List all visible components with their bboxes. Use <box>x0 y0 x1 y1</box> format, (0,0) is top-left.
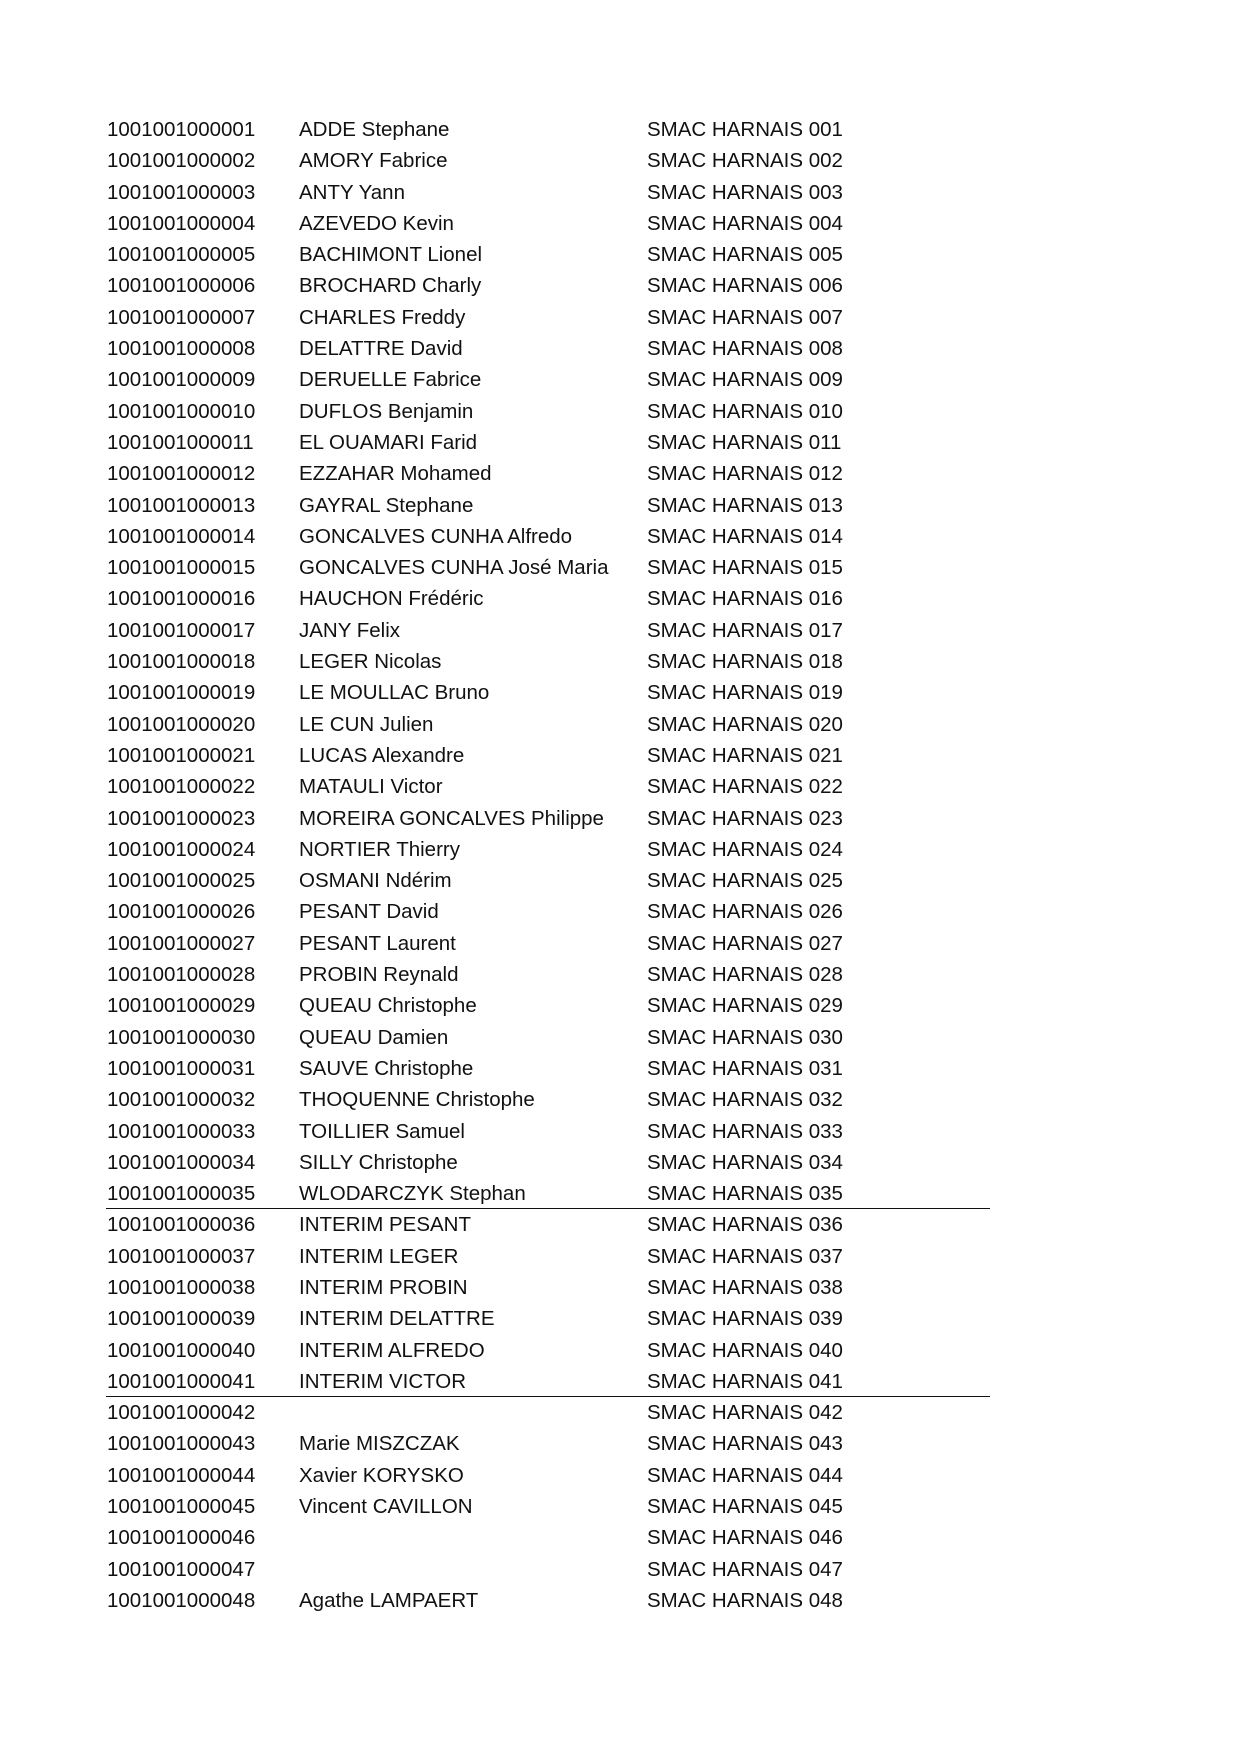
row-name: QUEAU Christophe <box>299 994 477 1018</box>
row-harness-ref: SMAC HARNAIS 012 <box>647 462 843 486</box>
table-row <box>106 333 990 364</box>
row-harness-ref: SMAC HARNAIS 011 <box>647 430 842 454</box>
row-name: INTERIM LEGER <box>299 1244 459 1268</box>
table-row <box>106 114 990 145</box>
row-name: Agathe LAMPAERT <box>299 1588 479 1612</box>
table-row <box>106 1554 990 1585</box>
row-harness-ref: SMAC HARNAIS 036 <box>647 1213 843 1237</box>
row-harness-ref: SMAC HARNAIS 018 <box>647 650 843 674</box>
row-name: LE MOULLAC Bruno <box>299 681 490 705</box>
table-row <box>106 1303 990 1334</box>
row-name: PESANT David <box>299 900 439 924</box>
table-row <box>106 677 990 708</box>
row-name: AMORY Fabrice <box>299 149 448 173</box>
row-code: 1001001000008 <box>107 337 256 361</box>
table-row <box>106 364 990 395</box>
row-code: 1001001000016 <box>107 587 256 611</box>
row-code: 1001001000013 <box>107 493 256 517</box>
row-code: 1001001000005 <box>107 243 256 267</box>
table-row <box>106 803 990 834</box>
row-name: GONCALVES CUNHA José Maria <box>299 556 609 580</box>
row-harness-ref: SMAC HARNAIS 001 <box>647 118 843 141</box>
row-code: 1001001000035 <box>107 1182 256 1206</box>
row-name: BACHIMONT Lionel <box>299 243 483 267</box>
harness-assignment-table <box>106 114 990 1616</box>
table-row <box>106 1585 990 1616</box>
row-harness-ref: SMAC HARNAIS 039 <box>647 1307 843 1331</box>
row-name: OSMANI Ndérim <box>299 869 452 893</box>
table-row <box>106 1491 990 1522</box>
row-harness-ref: SMAC HARNAIS 020 <box>647 712 843 736</box>
table-row <box>106 740 990 771</box>
row-name: QUEAU Damien <box>299 1025 449 1049</box>
table-row <box>106 1053 990 1084</box>
row-harness-ref: SMAC HARNAIS 027 <box>647 931 843 955</box>
row-name: MOREIRA GONCALVES Philippe <box>299 806 604 830</box>
table-row <box>106 771 990 802</box>
row-harness-ref: SMAC HARNAIS 016 <box>647 587 843 611</box>
row-code: 1001001000012 <box>107 462 256 486</box>
row-harness-ref: SMAC HARNAIS 017 <box>647 618 843 642</box>
row-code: 1001001000028 <box>107 963 256 987</box>
row-code: 1001001000047 <box>107 1557 256 1581</box>
row-code: 1001001000027 <box>107 931 256 955</box>
row-code: 1001001000003 <box>107 180 256 204</box>
row-code: 1001001000010 <box>107 399 256 423</box>
table-row <box>106 208 990 239</box>
row-name: INTERIM DELATTRE <box>299 1307 495 1331</box>
row-name: WLODARCZYK Stephan <box>299 1182 526 1206</box>
row-code: 1001001000009 <box>107 368 256 392</box>
row-harness-ref: SMAC HARNAIS 023 <box>647 806 843 830</box>
row-name: EZZAHAR Mohamed <box>299 462 492 486</box>
row-harness-ref: SMAC HARNAIS 034 <box>647 1150 843 1174</box>
row-harness-ref: SMAC HARNAIS 010 <box>647 399 843 423</box>
table-row <box>106 396 990 427</box>
row-name: LE CUN Julien <box>299 712 434 736</box>
row-harness-ref: SMAC HARNAIS 047 <box>647 1557 843 1581</box>
table-row <box>106 1116 990 1147</box>
row-harness-ref: SMAC HARNAIS 030 <box>647 1025 843 1049</box>
row-code: 1001001000037 <box>107 1244 256 1268</box>
row-name: INTERIM PESANT <box>299 1213 471 1237</box>
row-name: PROBIN Reynald <box>299 963 459 987</box>
row-code: 1001001000021 <box>107 743 256 767</box>
row-harness-ref: SMAC HARNAIS 006 <box>647 274 843 298</box>
row-harness-ref: SMAC HARNAIS 015 <box>647 556 843 580</box>
table-row <box>106 490 990 521</box>
table-row <box>106 928 990 959</box>
row-harness-ref: SMAC HARNAIS 045 <box>647 1495 843 1519</box>
row-name: PESANT Laurent <box>299 931 456 955</box>
row-harness-ref: SMAC HARNAIS 021 <box>647 743 843 767</box>
row-harness-ref: SMAC HARNAIS 019 <box>647 681 843 705</box>
row-harness-ref: SMAC HARNAIS 033 <box>647 1119 843 1143</box>
row-code: 1001001000031 <box>107 1056 256 1080</box>
row-name: EL OUAMARI Farid <box>299 430 478 454</box>
row-harness-ref: SMAC HARNAIS 005 <box>647 243 843 267</box>
row-harness-ref: SMAC HARNAIS 022 <box>647 775 843 799</box>
row-code: 1001001000007 <box>107 305 256 329</box>
table-row <box>106 458 990 489</box>
row-harness-ref: SMAC HARNAIS 004 <box>647 211 843 235</box>
row-harness-ref: SMAC HARNAIS 046 <box>647 1526 843 1550</box>
row-code: 1001001000040 <box>107 1338 256 1362</box>
row-harness-ref: SMAC HARNAIS 024 <box>647 837 843 861</box>
row-name: Marie MISZCZAK <box>299 1432 460 1456</box>
row-code: 1001001000032 <box>107 1088 256 1112</box>
table-row <box>106 270 990 301</box>
row-code: 1001001000023 <box>107 806 256 830</box>
row-name: INTERIM PROBIN <box>299 1275 468 1299</box>
row-name: JANY Felix <box>299 618 401 642</box>
table-row <box>106 302 990 333</box>
table-row <box>106 239 990 270</box>
row-harness-ref: SMAC HARNAIS 013 <box>647 493 843 517</box>
row-harness-ref: SMAC HARNAIS 048 <box>647 1588 843 1612</box>
row-code: 1001001000038 <box>107 1275 256 1299</box>
table-row <box>106 583 990 614</box>
row-harness-ref: SMAC HARNAIS 044 <box>647 1463 843 1487</box>
table-row <box>106 615 990 646</box>
row-harness-ref: SMAC HARNAIS 043 <box>647 1432 843 1456</box>
row-name: CHARLES Freddy <box>299 305 466 329</box>
row-name: SILLY Christophe <box>299 1150 458 1174</box>
row-code: 1001001000022 <box>107 775 256 799</box>
table-row <box>106 1178 990 1209</box>
row-harness-ref: SMAC HARNAIS 040 <box>647 1338 843 1362</box>
table-row <box>106 709 990 740</box>
row-name: THOQUENNE Christophe <box>299 1088 535 1112</box>
row-harness-ref: SMAC HARNAIS 037 <box>647 1244 843 1268</box>
row-name: NORTIER Thierry <box>299 837 460 861</box>
row-name: DERUELLE Fabrice <box>299 368 482 392</box>
row-name: ADDE Stephane <box>299 118 450 141</box>
row-harness-ref: SMAC HARNAIS 029 <box>647 994 843 1018</box>
table-row <box>106 1460 990 1491</box>
row-code: 1001001000041 <box>107 1369 256 1393</box>
table-row <box>106 1272 990 1303</box>
table-row <box>106 177 990 208</box>
row-code: 1001001000011 <box>107 430 254 454</box>
row-code: 1001001000025 <box>107 869 256 893</box>
row-name: BROCHARD Charly <box>299 274 482 298</box>
table-row <box>106 1522 990 1553</box>
row-name: INTERIM ALFREDO <box>299 1338 485 1362</box>
row-name: Xavier KORYSKO <box>299 1463 464 1487</box>
row-code: 1001001000033 <box>107 1119 256 1143</box>
row-harness-ref: SMAC HARNAIS 042 <box>647 1401 843 1425</box>
row-code: 1001001000017 <box>107 618 256 642</box>
row-code: 1001001000048 <box>107 1588 256 1612</box>
row-harness-ref: SMAC HARNAIS 038 <box>647 1275 843 1299</box>
row-name: GAYRAL Stephane <box>299 493 474 517</box>
row-code: 1001001000039 <box>107 1307 256 1331</box>
row-name: LEGER Nicolas <box>299 650 442 674</box>
table-row <box>106 145 990 176</box>
row-harness-ref: SMAC HARNAIS 007 <box>647 305 843 329</box>
row-name: HAUCHON Frédéric <box>299 587 484 611</box>
row-code: 1001001000002 <box>107 149 256 173</box>
row-harness-ref: SMAC HARNAIS 026 <box>647 900 843 924</box>
row-name: Vincent CAVILLON <box>299 1495 473 1519</box>
row-name: LUCAS Alexandre <box>299 743 465 767</box>
row-code: 1001001000019 <box>107 681 256 705</box>
row-harness-ref: SMAC HARNAIS 002 <box>647 149 843 173</box>
row-code: 1001001000024 <box>107 837 256 861</box>
table-row <box>106 1428 990 1459</box>
row-code: 1001001000046 <box>107 1526 256 1550</box>
row-code: 1001001000043 <box>107 1432 256 1456</box>
table-row <box>106 1335 990 1366</box>
row-harness-ref: SMAC HARNAIS 041 <box>647 1369 843 1393</box>
table-row <box>106 521 990 552</box>
row-code: 1001001000036 <box>107 1213 256 1237</box>
row-name: INTERIM VICTOR <box>299 1369 467 1393</box>
table-row <box>106 834 990 865</box>
row-harness-ref: SMAC HARNAIS 008 <box>647 337 843 361</box>
row-code: 1001001000004 <box>107 211 256 235</box>
row-code: 1001001000030 <box>107 1025 256 1049</box>
row-name: SAUVE Christophe <box>299 1056 474 1080</box>
row-code: 1001001000042 <box>107 1401 256 1425</box>
table-row <box>106 1397 990 1428</box>
table-row <box>106 646 990 677</box>
row-code: 1001001000029 <box>107 994 256 1018</box>
row-name: AZEVEDO Kevin <box>299 211 454 235</box>
table-row <box>106 427 990 458</box>
row-harness-ref: SMAC HARNAIS 014 <box>647 524 843 548</box>
row-code: 1001001000001 <box>107 118 256 141</box>
row-harness-ref: SMAC HARNAIS 031 <box>647 1056 843 1080</box>
row-harness-ref: SMAC HARNAIS 028 <box>647 963 843 987</box>
row-harness-ref: SMAC HARNAIS 032 <box>647 1088 843 1112</box>
row-code: 1001001000026 <box>107 900 256 924</box>
row-name: TOILLIER Samuel <box>299 1119 465 1143</box>
table-row <box>106 1084 990 1115</box>
table-row <box>106 959 990 990</box>
table-row <box>106 865 990 896</box>
row-code: 1001001000018 <box>107 650 256 674</box>
row-harness-ref: SMAC HARNAIS 003 <box>647 180 843 204</box>
table-row <box>106 896 990 927</box>
row-code: 1001001000044 <box>107 1463 256 1487</box>
table-row <box>106 1147 990 1178</box>
table-row <box>106 1209 990 1240</box>
table-row <box>106 990 990 1021</box>
row-name: GONCALVES CUNHA Alfredo <box>299 524 573 548</box>
row-code: 1001001000006 <box>107 274 256 298</box>
row-code: 1001001000014 <box>107 524 256 548</box>
table-row <box>106 1366 990 1397</box>
row-harness-ref: SMAC HARNAIS 035 <box>647 1182 843 1206</box>
table-row <box>106 1022 990 1053</box>
row-name: DELATTRE David <box>299 337 463 361</box>
table-row <box>106 1241 990 1272</box>
row-harness-ref: SMAC HARNAIS 025 <box>647 869 843 893</box>
row-name: DUFLOS Benjamin <box>299 399 474 423</box>
row-code: 1001001000034 <box>107 1150 256 1174</box>
row-code: 1001001000015 <box>107 556 256 580</box>
row-name: MATAULI Victor <box>299 775 443 799</box>
row-code: 1001001000045 <box>107 1495 256 1519</box>
row-harness-ref: SMAC HARNAIS 009 <box>647 368 843 392</box>
row-name: ANTY Yann <box>299 180 405 204</box>
row-code: 1001001000020 <box>107 712 256 736</box>
table-row <box>106 552 990 583</box>
